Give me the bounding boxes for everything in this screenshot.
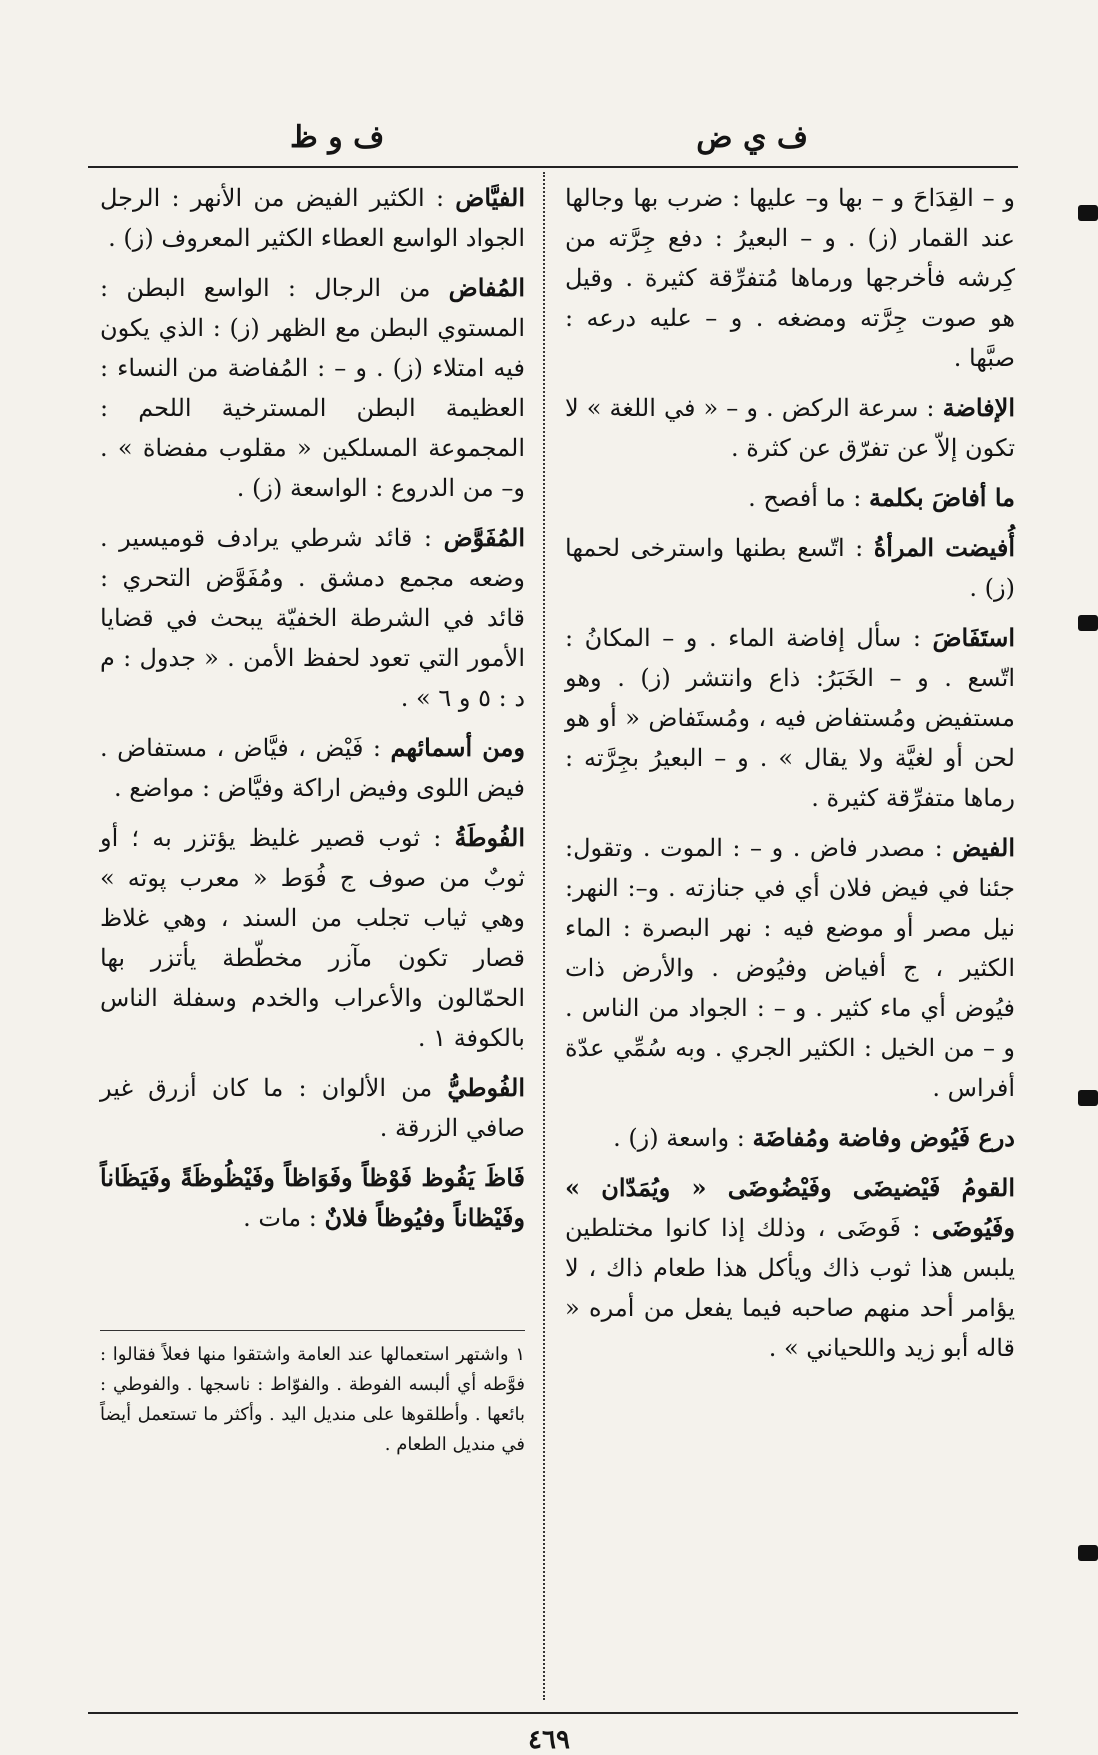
- header-right-root: ف ي ض: [696, 120, 808, 155]
- entry: [100, 268, 525, 508]
- entry: [565, 618, 1015, 818]
- header-left-root: ف و ظ: [290, 120, 385, 155]
- entry-head: الإفاضة: [942, 393, 1015, 422]
- entry: [100, 518, 525, 718]
- left-column: [100, 178, 525, 1248]
- entry-head: استَفَاضَ: [932, 623, 1015, 652]
- entry: [565, 1168, 1015, 1368]
- entry-text: : ثوب قصير غليظ يؤتزر به ؛ أو ثوبٌ من صوف ج فُوَط « معرب پوته » وهي ثياب تجلب من السند ، وهي غلاظ قصار تكون مآزر مخطّطة يأتزر بها الحمّالون والأعراب والخدم وسفلة الناس بالكوفة ١ .: [100, 824, 525, 1052]
- column-separator: [543, 172, 545, 1700]
- entry-text: : مات .: [243, 1204, 317, 1232]
- entry-head: الفيَّاض: [455, 183, 525, 212]
- entry-text: من الرجال : الواسع البطن : المستوي البطن مع الظهر (ز) : الذي يكون فيه امتلاء (ز) . و – : المُفاضة من النساء : العظيمة البطن المسترخية اللحم : المجموعة المسلكين « مقلوب مفضاة » . و– من الدروع : الواسعة (ز) .: [100, 274, 525, 502]
- entry-head: فَاظَ يَفُوظ فَوْظاً وفَوَاظاً وفَيْظُوظَةً وفَيَظَاناً وفَيْظاناً وفيُوظاً فلانٌ: [100, 1163, 525, 1232]
- margin-mark: [1078, 205, 1098, 221]
- entry-head: القومُ فَيْضيضَى وفَيْضُوضَى « ويُمَدّان » وفَيُوضَى: [565, 1173, 1015, 1242]
- entry-text: : ما أفصح .: [748, 484, 862, 512]
- entry-head: ما أفاضَ بكلمة: [869, 483, 1015, 512]
- bottom-rule: [88, 1712, 1018, 1714]
- top-rule: [88, 166, 1018, 168]
- entry-head: أُفيضت المرأةُ: [873, 533, 1015, 562]
- entry-text: : واسعة (ز) .: [613, 1124, 745, 1152]
- entry-text: : اتّسع بطنها واسترخى لحمها (ز) .: [565, 534, 1015, 602]
- entry-head: ومن أسمائهم: [390, 733, 525, 762]
- entry-text: : مصدر فاض . و – : الموت . وتقول: جئنا في فيض فلان أي في جنازته . و–: النهر: نيل مصر أو موضع فيه : نهر البصرة : الماء الكثير ، ج أفياض وفيُوض . والأرض ذات فيُوض أي ماء كثير . و – : الجواد من الناس . و – من الخيل : الكثير الجري . وبه سُمِّي عدّة أفراس .: [565, 834, 1015, 1102]
- entry-head: المُفَوَّض: [443, 523, 525, 552]
- entry: [565, 828, 1015, 1108]
- margin-mark: [1078, 1090, 1098, 1106]
- entry: [100, 1068, 525, 1148]
- entry: [100, 728, 525, 808]
- entry-text: : الكثير الفيض من الأنهر : الرجل الجواد الواسع العطاء الكثير المعروف (ز) .: [100, 184, 525, 252]
- entry-text: : قائد شرطي يرادف قوميسير . وضعه مجمع دمشق . ومُفَوَّض التحري : قائد في الشرطة الخفيّة يبحث في قضايا الأمور التي تعود لحفظ الأمن . « جدول : م د : ٥ و ٦ » .: [100, 524, 525, 712]
- entry-head: المُفاض: [448, 273, 525, 302]
- entry: [565, 388, 1015, 468]
- entry: [565, 528, 1015, 608]
- entry: [565, 1118, 1015, 1158]
- entry-head: الفُوطيُّ: [447, 1073, 525, 1102]
- footnote: ١ واشتهر استعمالها عند العامة واشتقوا منها فعلاً فقالوا : فوَّطه أي ألبسه الفوطة . والفوّاط : ناسجها . والفوطي : بائعها . وأطلقوها على منديل اليد . وأكثر ما تستعمل أيضاً في منديل الطعام .: [100, 1344, 525, 1455]
- entry-head: الفُوطَةُ: [454, 823, 525, 852]
- margin-mark: [1078, 1545, 1098, 1561]
- entry: [100, 1158, 525, 1238]
- entry-text: و – القِدَاحَ و – بها و– عليها : ضرب بها وجالها عند القمار (ز) . و – البعيرُ : دفع جِرَّته من كِرشه فأخرجها ورماها مُتفرِّقة كثيرة . وقيل هو صوت جِرَّته ومضغه . و – عليه درعه : صبَّها .: [565, 184, 1015, 372]
- entry: [565, 478, 1015, 518]
- entry-text: من الألوان : ما كان أزرق غير صافي الزرقة .: [100, 1074, 525, 1142]
- entry-text: : فَيْض ، فيَّاض ، مستفاض . فيض اللوى وفيض اراكة وفيَّاض : مواضع .: [100, 734, 525, 802]
- margin-mark: [1078, 615, 1098, 631]
- entry-head: درع فَيُوض وفاضة ومُفاضَة: [752, 1123, 1015, 1152]
- entry-head: الفيض: [952, 833, 1015, 862]
- entry: [100, 818, 525, 1058]
- entry-text: : سأل إفاضة الماء . و – المكانُ : اتّسع . و – الخَبَرُ: ذاع وانتشر (ز) . وهو مستفيض ومُستفاض فيه ، ومُستَفاض « أو هو لحن أو لغيَّة ولا يقال » . و – البعيرُ بجِرَّته : رماها متفرِّقة كثيرة .: [565, 624, 1015, 812]
- footnote-separator: [100, 1330, 525, 1331]
- entry: [565, 178, 1015, 378]
- entry: [100, 178, 525, 258]
- entry-text: : فَوضَى ، وذلك إذا كانوا مختلطين يلبس هذا ثوب ذاك ويأكل هذا طعام ذاك ، لا يؤامر أحد منهم صاحبه فيما يفعل من أمره « قاله أبو زيد واللحياني » .: [565, 1214, 1015, 1362]
- right-column: [565, 178, 1015, 1378]
- entry-text: : سرعة الركض . و – « في اللغة » لا تكون إلاّ عن تفرّق عن كثرة .: [565, 394, 1015, 462]
- page-number: ٤٦٩: [528, 1725, 570, 1755]
